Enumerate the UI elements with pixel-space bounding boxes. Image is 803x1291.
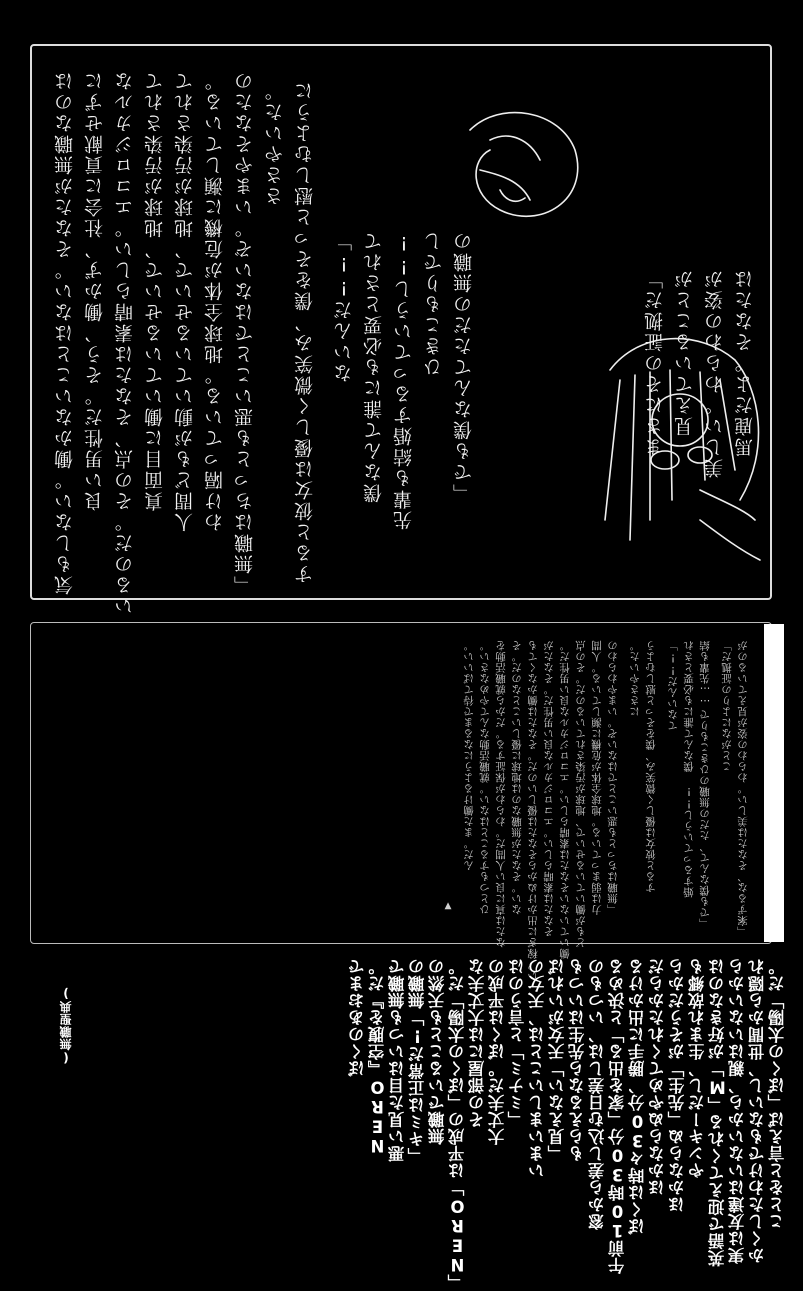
top-text-column: 「でも僕なんてただの無職の [453,230,475,503]
body-text-column: 悪い見た目はいつも無職で [388,958,407,1162]
small-text-column: ない。そなたが無職なのは地球に優しいことなのだ。そ [511,640,523,915]
top-text-column: ないんだ!!」 [333,230,355,383]
body-text-column: その部屋には大丈夫な [468,958,487,1128]
top-text-column: まさにその証拠だ」 [644,268,666,457]
small-text-column: どもが働いているせいで、地球が汚染されているのだ。その点 [575,640,587,948]
top-text-column: 「無職はちっとも悪いことではないぞ。いまやそなたの [234,70,256,595]
small-text-column: ひとつもすることはない。就職活動なんてやめなさい。 [479,640,491,915]
body-text-column: ほかならぬやめてくれたからだ [648,958,667,1196]
small-text-column: 「でも僕なんて、ただの無職のひきこもりで……先輩も結 [699,640,711,929]
continue-marker: ▼ [443,900,453,911]
body-text-column: もらえるなら先生はいつも [568,958,587,1162]
small-text-column: い。稼ぎに出かけぬからそなたは優しいのだ。そなたは働かなくても [527,640,539,981]
top-text-column: いるのだ。その点、そなたは素晴らしい。エコロジカルな [114,70,136,616]
body-text-column: ことをと言えば「ぼくの太陽」だ。 [768,958,787,1230]
small-text-column: なたは真に良い人間だ。わらわが保証する。だから就職活動を [495,640,507,948]
small-text-column: 「案ずるな、そなたは美しい。わらわの姿が見えているのが [737,640,749,937]
top-text-column: すると彼女は優しく微笑み、僕をそっと慰しむように [294,80,316,584]
small-text-column: 働いていないそなたは素晴らしい。エコロジカルな良い男性だ。 [559,640,571,959]
top-text-column: ささやいた。 [264,80,286,206]
small-text-column: 「無職はちっとも悪いことではないぞ。いまやわらわの [607,640,619,915]
author-caption: (無職聖典) [59,986,73,1065]
body-text-column: 「キミは正常だ!」無職の [408,958,427,1165]
body-text-column: ぼくのあおまで [348,958,367,1077]
sketch-face-left [470,113,578,217]
top-text-column: 真面目に働いているせいで、地球が汚染されて [144,70,166,511]
top-text-column: ひきこもりでし [423,230,445,377]
body-text-column: 実は友達はいないから、親はいないから [728,958,747,1264]
body-text-column: ほかならぬ「先生」がそうだから [668,958,687,1213]
body-text-column: 窓から差し込む日差しは、いつもの [588,958,607,1230]
top-text-column: 先輩も結婚するっていうし!! [393,230,415,530]
small-text-column: すると彼女は優しく微笑み、僕をそっと慰しむよう [645,640,657,893]
panel-side-bar [764,624,784,942]
body-text-column: 英語で迎えてくれる「M」が好きなのは [708,958,727,1267]
body-text-column: やンキーだし、生まれ故郷も [688,958,707,1179]
body-text-column: 「ミナミ」と言うのは [508,958,527,1128]
small-text-column: にささやいた。 [629,640,641,717]
bottom-panel-frame [30,622,772,944]
top-text-column: 美しい。わらわの姿が [704,268,726,478]
top-text-column: 馬鹿だよ。そなたは [734,268,756,457]
top-text-column: 良い男性だ。そう、働かず、社会に貢献せずに [84,70,106,511]
top-text-column: わけ隔っている。地球全体が危機に瀕している。 [204,70,226,532]
body-text-column: 無職でいることも天然の [428,958,447,1145]
small-text-column: んだ。また働けるようになるまで待てばいい。 [463,640,475,871]
body-text-column: かくしたわけでもないし、世間から隠れ [748,958,767,1264]
body-text-column: ぼくは時々30分、勝手に出かける [628,958,647,1235]
top-text-column: 僕なんて誰にも必要とされて [363,230,385,503]
small-text-column: ことがなによりの証拠だ」 [721,640,733,772]
small-text-column: 婚するっていうし!! 僕なんて誰にも必要とされ [683,640,695,898]
small-text-column: そなたは素晴らしい。エコロジカルな良い男性だ。そなたが [543,640,555,937]
body-text-column: 午前10時30分「家を出る」と決める [608,958,627,1274]
small-text-column: てないんだ!!」 [667,640,679,731]
top-text-column: 人間どもが動いているせいで、地球が汚染されて [174,70,196,532]
body-text-column: いまいましいことは、天女の [528,958,547,1179]
top-text-column: 見えていることが [674,268,696,436]
body-text-column: NERO『空腹を』だ。 [368,958,387,1155]
top-text-column: 気もしない。働かないことはない。そなたが無職なのは [54,70,76,595]
body-text-column: 大丈夫だ。ぼくは平成の [488,958,507,1145]
small-text-column: 力は弱まっている。地球全体が危機に瀕している。人間 [591,640,603,915]
body-text-column: 「NERO」は平成の「ぼくの太陽」だ。 [448,958,467,1291]
body-text-column: 「見えない」天女がいれば [548,958,567,1162]
